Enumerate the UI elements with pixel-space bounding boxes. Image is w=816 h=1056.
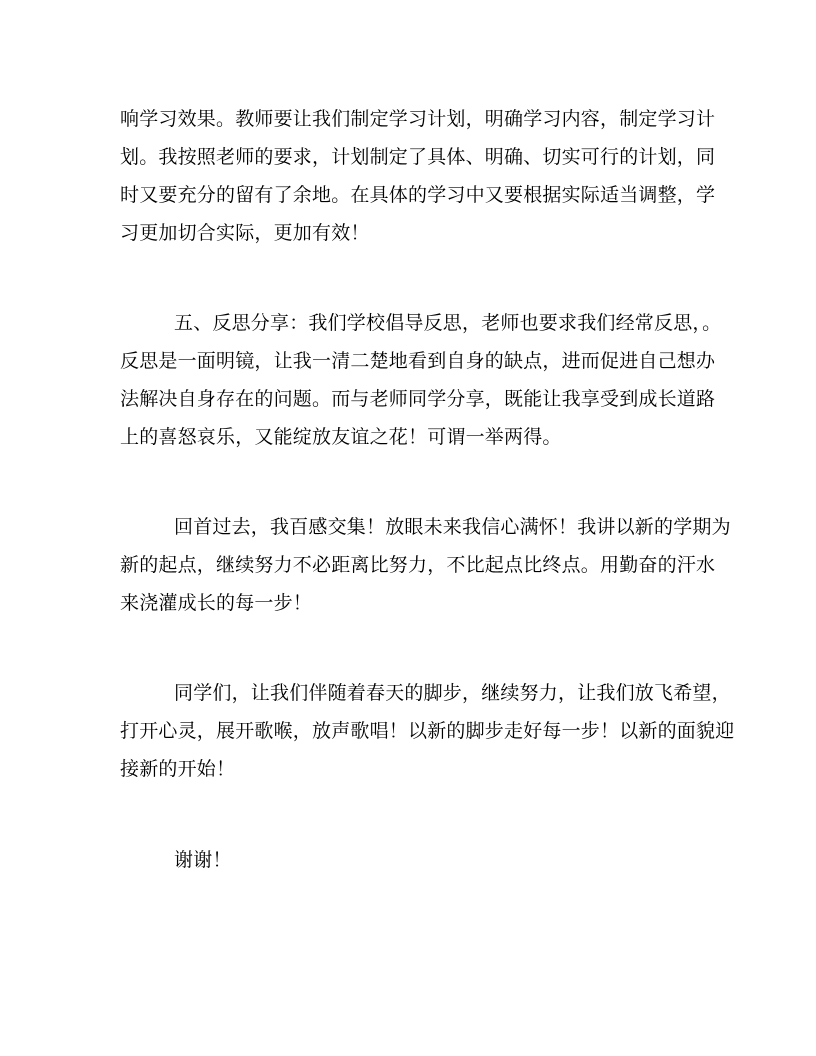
paragraph-3-line-3: 来浇灌成长的每一步！ xyxy=(120,592,313,614)
paragraph-1-line-3: 时又要充分的留有了余地。在具体的学习中又要根据实际适当调整，学 xyxy=(120,184,716,206)
paragraph-1-line-1: 响学习效果。教师要让我们制定学习计划，明确学习内容，制定学习计 xyxy=(120,108,716,130)
paragraph-4-line-3: 接新的开始！ xyxy=(120,758,236,780)
paragraph-4-line-1: 同学们，让我们伴随着春天的脚步，继续努力，让我们放飞希望， xyxy=(174,682,731,704)
paragraph-1-line-2: 划。我按照老师的要求，计划制定了具体、明确、切实可行的计划，同 xyxy=(120,146,716,168)
paragraph-4-line-2: 打开心灵，展开歌喉，放声歌唱！以新的脚步走好每一步！以新的面貌迎 xyxy=(120,720,735,742)
paragraph-2-line-2: 反思是一面明镜，让我一清二楚地看到自身的缺点，进而促进自己想办 xyxy=(120,350,716,372)
paragraph-3-line-2: 新的起点，继续努力不必距离比努力，不比起点比终点。用勤奋的汗水 xyxy=(120,554,716,576)
paragraph-3-line-1: 回首过去，我百感交集！放眼未来我信心满怀！我讲以新的学期为 xyxy=(174,516,731,538)
paragraph-2-line-1: 五、反思分享：我们学校倡导反思，老师也要求我们经常反思，。 xyxy=(174,312,722,334)
closing-thanks: 谢谢！ xyxy=(174,849,232,871)
paragraph-1-line-4: 习更加切合实际，更加有效！ xyxy=(120,222,370,244)
paragraph-2-line-3: 法解决自身存在的问题。而与老师同学分享，既能让我享受到成长道路 xyxy=(120,388,716,410)
paragraph-2-line-4: 上的喜怒哀乐，又能绽放友谊之花！可谓一举两得。 xyxy=(120,426,562,448)
